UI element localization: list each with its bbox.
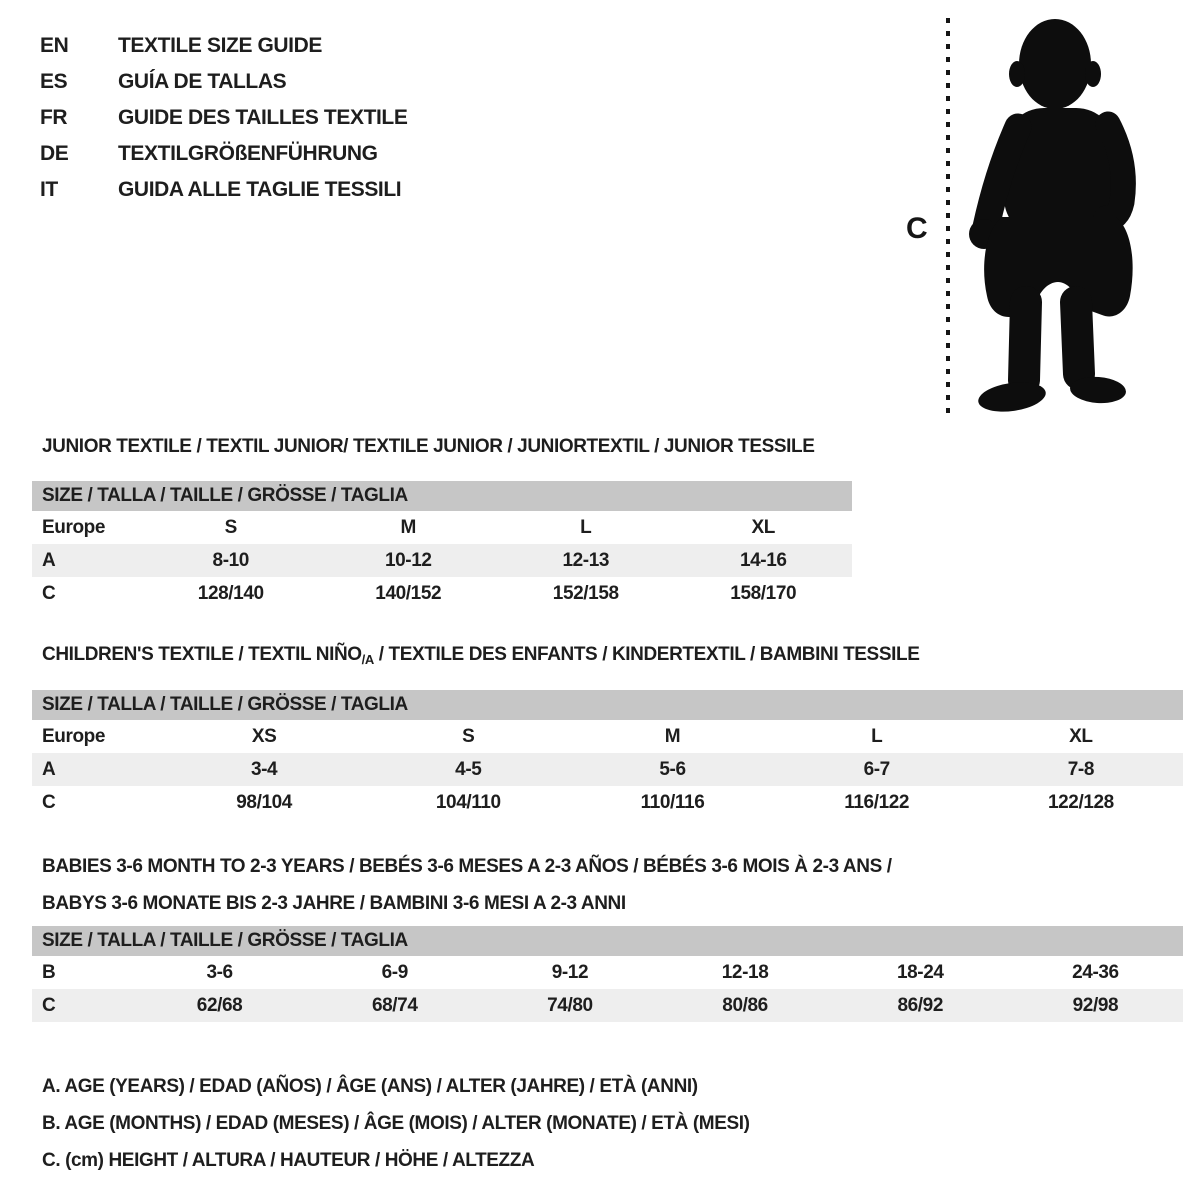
measurement-legend <box>42 1068 750 1179</box>
language-title: TEXTILE SIZE GUIDE <box>118 34 322 57</box>
children-section-title <box>42 644 919 667</box>
table-cell: 68/74 <box>371 995 418 1016</box>
toddler-figure <box>900 12 1145 422</box>
table-cell: S <box>224 517 237 538</box>
language-code: FR <box>40 106 68 129</box>
table-cell: 7-8 <box>1067 759 1095 780</box>
language-title: GUÍA DE TALLAS <box>118 70 287 93</box>
language-list <box>40 28 407 208</box>
row-label: C <box>42 995 56 1016</box>
table-row-months <box>32 956 1183 989</box>
table-cell: M <box>400 517 416 538</box>
table-cell: 5-6 <box>659 759 686 780</box>
height-measure-label: C <box>906 212 928 245</box>
row-label: Europe <box>42 517 106 538</box>
table-cell: S <box>462 726 475 747</box>
children-size-table <box>32 690 1183 819</box>
table-cell: XL <box>751 517 775 538</box>
language-title: TEXTILGRÖßENFÜHRUNG <box>118 142 378 165</box>
table-cell: 86/92 <box>897 995 944 1016</box>
table-cell: 10-12 <box>384 550 432 571</box>
language-title: GUIDA ALLE TAGLIE TESSILI <box>118 178 402 201</box>
table-cell: XS <box>251 726 277 747</box>
children-title-text: / TEXTILE DES ENFANTS / KINDERTEXTIL / BAMBINI TESSILE <box>373 644 920 665</box>
table-cell: XL <box>1069 726 1093 747</box>
table-row-age <box>32 753 1183 786</box>
table-cell: 3-6 <box>206 962 233 983</box>
legend-line-c: C. (cm) HEIGHT / ALTURA / HAUTEUR / HÖHE / ALTEZZA <box>42 1150 535 1171</box>
language-row-it <box>40 172 407 208</box>
table-cell: 92/98 <box>1072 995 1119 1016</box>
table-row-europe <box>32 720 1183 753</box>
language-row-es <box>40 64 407 100</box>
babies-section-title <box>42 848 892 922</box>
babies-title-line1: BABIES 3-6 MONTH TO 2-3 YEARS / BEBÉS 3-6 MESES A 2-3 AÑOS / BÉBÉS 3-6 MOIS À 2-3 ANS / <box>42 856 892 877</box>
junior-size-table <box>32 481 852 610</box>
table-cell: 98/104 <box>236 792 292 813</box>
size-header-bar: SIZE / TALLA / TAILLE / GRÖSSE / TAGLIA <box>32 481 852 511</box>
language-row-de <box>40 136 407 172</box>
table-cell: 6-7 <box>863 759 890 780</box>
language-code: EN <box>40 34 69 57</box>
table-cell: L <box>580 517 592 538</box>
table-cell: 140/152 <box>375 583 442 604</box>
language-code: ES <box>40 70 68 93</box>
table-cell: 158/170 <box>730 583 797 604</box>
row-label: B <box>42 962 56 983</box>
row-label: C <box>42 792 56 813</box>
table-cell: 18-24 <box>896 962 944 983</box>
table-cell: 3-4 <box>250 759 278 780</box>
language-code: IT <box>40 178 58 201</box>
row-label: A <box>42 550 56 571</box>
table-cell: 12-13 <box>562 550 610 571</box>
table-row-height <box>32 989 1183 1022</box>
legend-line-b: B. AGE (MONTHS) / EDAD (MESES) / ÂGE (MOIS) / ALTER (MONATE) / ETÀ (MESI) <box>42 1113 750 1134</box>
legend-line-a: A. AGE (YEARS) / EDAD (AÑOS) / ÂGE (ANS) / ALTER (JAHRE) / ETÀ (ANNI) <box>42 1076 698 1097</box>
babies-size-table <box>32 926 1183 1022</box>
table-cell: 116/122 <box>844 792 910 813</box>
table-row-height <box>32 786 1183 819</box>
table-cell: 6-9 <box>381 962 408 983</box>
table-cell: 122/128 <box>1047 792 1114 813</box>
language-title: GUIDE DES TAILLES TEXTILE <box>118 106 408 129</box>
table-row-height <box>32 577 852 610</box>
table-cell: 104/110 <box>435 792 501 813</box>
babies-title-line2: BABYS 3-6 MONATE BIS 2-3 JAHRE / BAMBINI 3-6 MESI A 2-3 ANNI <box>42 893 626 914</box>
table-cell: M <box>664 726 681 747</box>
language-row-en <box>40 28 407 64</box>
table-cell: L <box>871 726 883 747</box>
table-cell: 9-12 <box>551 962 589 983</box>
table-cell: 128/140 <box>197 583 264 604</box>
size-header-bar: SIZE / TALLA / TAILLE / GRÖSSE / TAGLIA <box>32 926 1183 956</box>
table-cell: 8-10 <box>212 550 249 571</box>
table-row-europe <box>32 511 852 544</box>
children-title-text: CHILDREN'S TEXTILE / TEXTIL NIÑO <box>42 644 362 665</box>
table-cell: 80/86 <box>722 995 768 1016</box>
table-cell: 12-18 <box>721 962 769 983</box>
table-cell: 62/68 <box>196 995 243 1016</box>
language-row-fr <box>40 100 407 136</box>
table-cell: 152/158 <box>552 583 619 604</box>
row-label: C <box>42 583 56 604</box>
size-header-bar: SIZE / TALLA / TAILLE / GRÖSSE / TAGLIA <box>32 690 1183 720</box>
table-cell: 14-16 <box>739 550 787 571</box>
table-row-age <box>32 544 852 577</box>
table-cell: 24-36 <box>1072 962 1119 983</box>
children-title-subscript: /A <box>361 652 374 667</box>
toddler-silhouette-icon <box>969 19 1133 416</box>
row-label: A <box>42 759 56 780</box>
row-label: Europe <box>42 726 106 747</box>
table-cell: 110/116 <box>640 792 705 813</box>
table-cell: 74/80 <box>547 995 593 1016</box>
table-cell: 4-5 <box>455 759 482 780</box>
language-code: DE <box>40 142 69 165</box>
junior-section-title: JUNIOR TEXTILE / TEXTIL JUNIOR/ TEXTILE JUNIOR / JUNIORTEXTIL / JUNIOR TESSILE <box>42 436 815 457</box>
